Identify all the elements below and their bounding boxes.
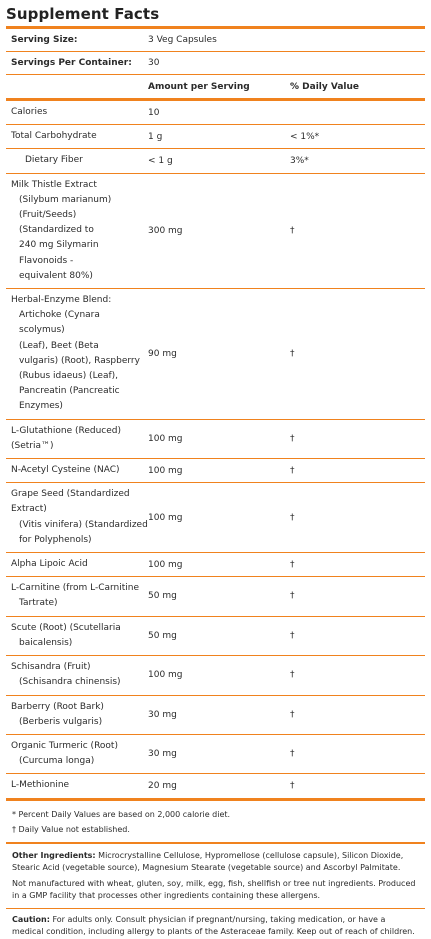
nutrient-row [6,174,425,288]
nutrient-row [6,101,425,124]
nutrient-dv: † [290,559,295,570]
nutrient-name-line: L-Methionine [11,780,70,791]
nutrient-name-line: Herbal-Enzyme Blend: [11,295,112,306]
nutrient-name-line: Barberry (Root Bark) [11,701,104,712]
nutrient-name-line: Schisandra (Fruit) [11,662,91,673]
nutrient-name [6,700,148,730]
nutrient-row [6,617,425,655]
nutrient-row [6,420,425,458]
nutrient-row [6,696,425,734]
nutrient-amount: < 1 g [148,156,173,166]
nutrient-name [6,129,148,144]
nutrient-dv: † [290,709,295,720]
other-ingredients [6,844,425,905]
nutrient-dv: † [290,591,295,602]
nutrient-row [6,735,425,773]
nutrient-row [6,656,425,694]
dagger-footnote: † Daily Value not established. [12,824,130,834]
nutrient-name [6,621,148,651]
nutrient-name [6,105,148,120]
serving-size-label: Serving Size: [11,35,78,45]
nutrient-name-line: vulgaris) (Root), Raspberry [19,355,140,366]
amount-header: Amount per Serving [148,81,250,92]
nutrient-amount: 90 mg [148,348,177,359]
nutrient-amount: 10 [148,107,160,118]
column-header-row [6,75,425,98]
nutrient-amount: 30 mg [148,749,177,760]
nutrient-name-line: N-Acetyl Cysteine (NAC) [11,465,120,476]
nutrient-dv: 3%* [290,156,309,166]
nutrient-dv: † [290,433,295,444]
nutrient-name-line: (Leaf), Beet (Beta [19,340,99,351]
nutrient-name [6,739,148,769]
serving-size-value: 3 Veg Capsules [148,35,217,45]
nutrient-name-line: Tartrate) [19,598,58,609]
nutrient-name-line: (Schisandra chinensis) [19,677,121,688]
allergen-statement: Not manufactured with wheat, gluten, soy, milk, egg, fish, shellfish or tree nut ingredients. Produced in a GMP facility that processes other ingredients containing these allergens. [12,878,416,901]
other-ingredients-label: Other Ingredients: [12,850,96,860]
nutrient-name-line: (Vitis vinifera) (Standardized [19,519,148,530]
nutrient-amount: 20 mg [148,780,177,791]
nutrient-name-line: Artichoke (Cynara scolymus) [19,310,100,336]
nutrient-list [6,101,425,798]
nutrient-name-line: Milk Thistle Extract [11,179,97,190]
nutrient-name [6,487,148,548]
nutrient-name-line: 240 mg Silymarin Flavonoids - [19,240,99,266]
nutrient-name-line: Grape Seed (Standardized Extract) [11,489,130,515]
nutrient-dv: † [290,749,295,760]
nutrient-name-line: L-Glutathione (Reduced) (Setria™) [11,425,122,451]
nutrient-row [6,289,425,419]
nutrient-row [6,553,425,576]
nutrient-amount: 50 mg [148,630,177,641]
other-ingredients-text: Microcrystalline Cellulose, Hypromellose (cellulose capsule), Silicon Dioxide, Stearic Acid (vegetable source), Magnesium Stearate (vegetable source) and Ascorbyl Palmitate. [12,850,404,873]
nutrient-name-line: Total Carbohydrate [11,131,97,142]
nutrient-row [6,149,425,172]
nutrient-name [6,660,148,690]
nutrient-name-line: (Rubus idaeus) (Leaf), [19,371,119,382]
nutrient-name-line: baicalensis) [19,637,73,648]
caution [6,909,425,939]
nutrient-row [6,483,425,552]
dv-header: % Daily Value [290,81,360,92]
caution-label: Caution: [12,914,50,924]
nutrient-row [6,459,425,482]
nutrient-amount: 100 mg [148,512,183,523]
nutrient-row [6,577,425,615]
nutrient-name-line: Organic Turmeric (Root) [11,740,118,751]
nutrient-name-line: equivalent 80%) [19,270,93,281]
nutrient-dv: † [290,348,295,359]
servings-per-container-value: 30 [148,58,160,68]
nutrient-name [6,581,148,611]
nutrient-name-line: L-Carnitine (from L-Carnitine [11,583,140,594]
nutrient-name-line: (Curcuma longa) [19,756,95,767]
nutrient-amount: 100 mg [148,670,183,681]
nutrient-name [6,424,148,454]
nutrient-name-line: (Berberis vulgaris) [19,716,103,727]
nutrient-name-line: Dietary Fiber [25,155,83,166]
nutrient-dv: † [290,225,295,236]
nutrient-row [6,125,425,148]
nutrient-dv: † [290,512,295,523]
nutrient-amount: 30 mg [148,709,177,720]
serving-size-row [6,29,425,51]
nutrient-row [6,774,425,797]
nutrient-amount: 1 g [148,131,163,142]
nutrient-name-line: Scute (Root) (Scutellaria [11,622,121,633]
nutrient-name [6,778,148,793]
caution-text: For adults only. Consult physician if pregnant/nursing, taking medication, or have a medical condition, including allergy to plants of the Asteraceae family. Keep out of reach of children. [12,914,415,937]
servings-per-container-label: Servings Per Container: [11,58,132,68]
nutrient-name-line: for Polyphenols) [19,534,92,545]
servings-per-container-row [6,52,425,74]
nutrient-name [6,557,148,572]
percent-footnote: * Percent Daily Values are based on 2,000 calorie diet. [12,809,231,819]
nutrient-amount: 100 mg [148,433,183,444]
nutrient-amount: 100 mg [148,559,183,570]
nutrient-amount: 100 mg [148,465,183,476]
nutrient-name-line: Pancreatin (Pancreatic Enzymes) [19,386,120,412]
nutrient-name [6,178,148,284]
nutrient-name [6,293,148,415]
nutrient-name [6,153,148,168]
nutrient-dv: † [290,465,295,476]
nutrient-dv: † [290,670,295,681]
nutrient-amount: 300 mg [148,225,183,236]
nutrient-name-line: (Silybum marianum) (Fruit/Seeds) [19,194,112,221]
nutrient-name-line: Alpha Lipoic Acid [11,559,88,570]
nutrient-name [6,463,148,478]
nutrient-amount: 50 mg [148,591,177,602]
nutrient-name-line: (Standardized to [19,225,94,236]
nutrient-dv: † [290,630,295,641]
nutrient-dv: † [290,780,295,791]
nutrient-dv: < 1%* [290,131,320,142]
panel-title: Supplement Facts [6,5,160,23]
nutrient-name-line: Calories [11,107,48,117]
